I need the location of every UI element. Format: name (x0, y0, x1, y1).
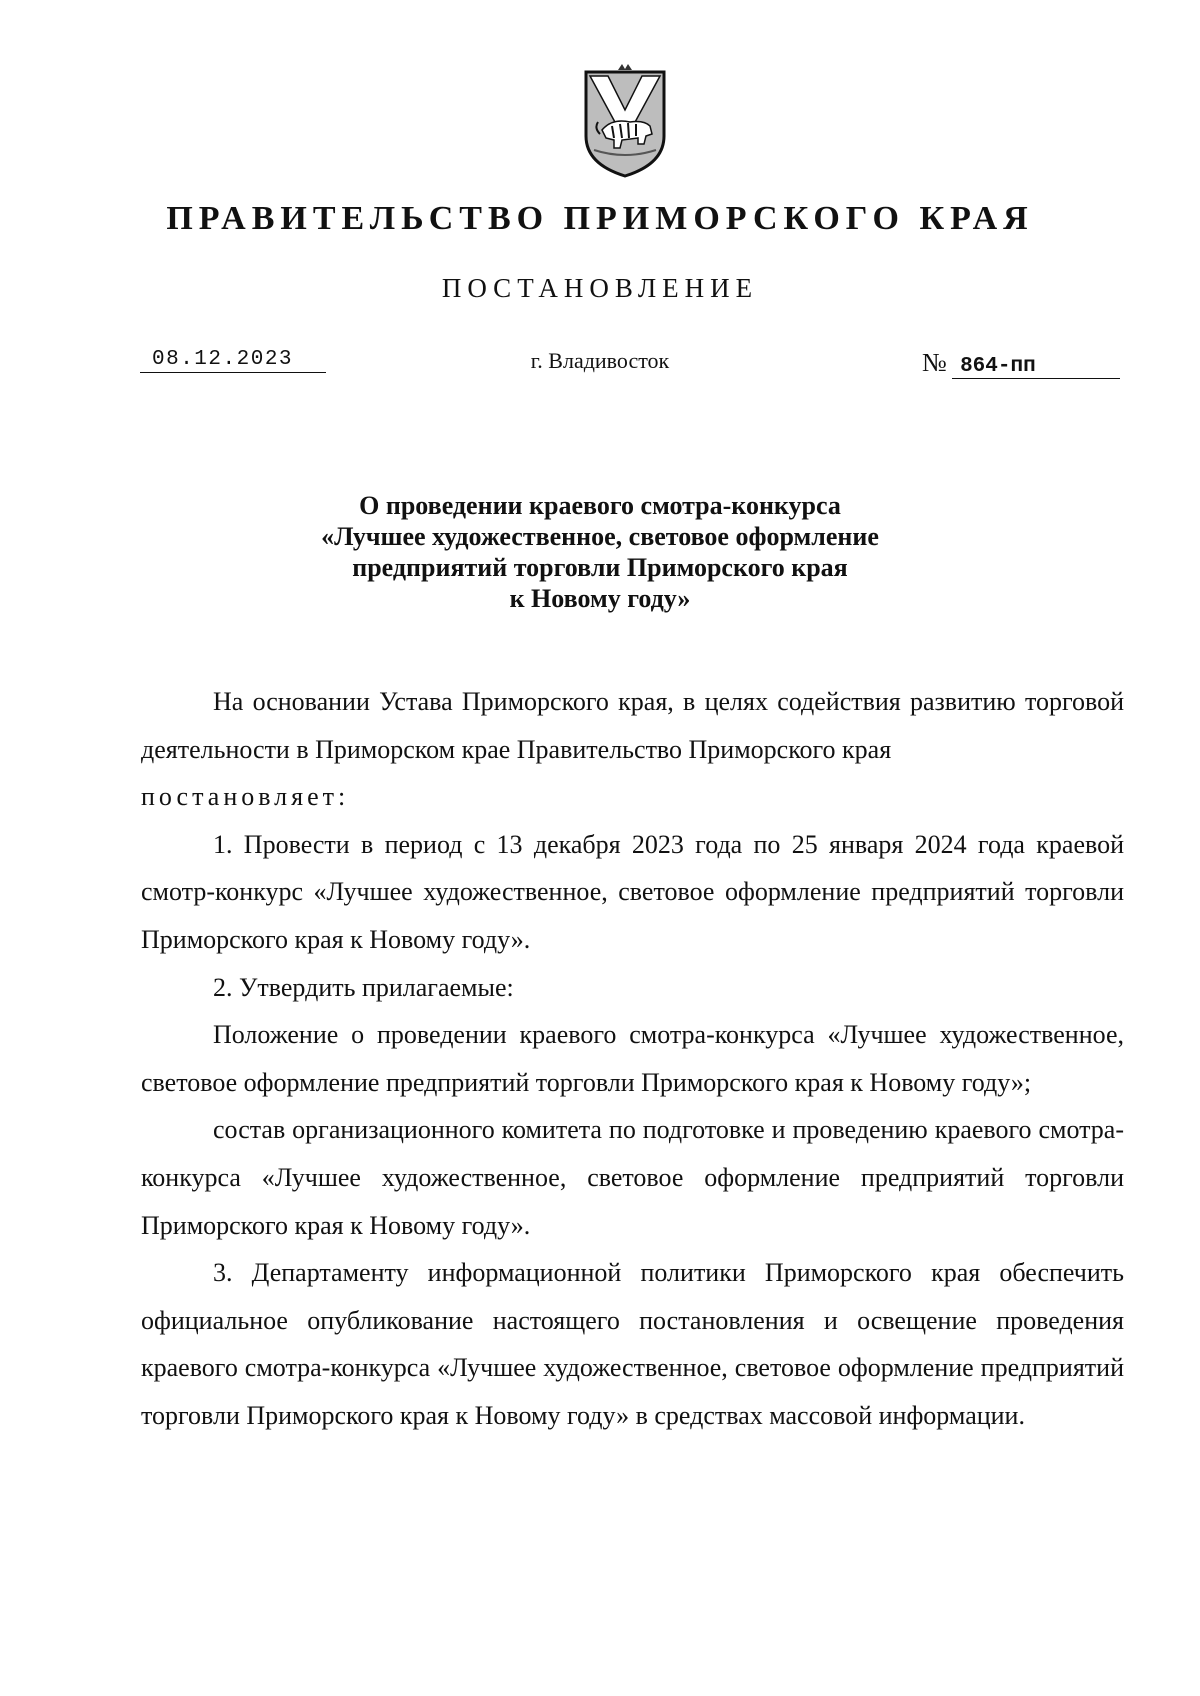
document-title (0, 490, 1200, 614)
title-line: «Лучшее художественное, световое оформление (321, 522, 879, 551)
number-sign: № (922, 348, 947, 377)
government-name: ПРАВИТЕЛЬСТВО ПРИМОРСКОГО КРАЯ (166, 200, 1034, 237)
item-2a-paragraph: Положение о проведении краевого смотра-конкурса «Лучшее художественное, световое оформление предприятий торговли Приморского края к Новому году»; (141, 1020, 1124, 1097)
resolves-word: постановляет: (141, 782, 350, 812)
number-value: 864-пп (952, 355, 1120, 379)
decree-city: г. Владивосток (530, 348, 670, 373)
title-line: О проведении краевого смотра-конкурса (359, 491, 841, 520)
title-line: к Новому году» (509, 584, 691, 613)
decree-date: 08.12.2023 (140, 348, 326, 373)
title-line: предприятий торговли Приморского края (352, 553, 848, 582)
preamble-paragraph: На основании Устава Приморского края, в целях содействия развитию торговой деятельности в Приморском крае Правительство Приморского края (141, 687, 1124, 764)
item-2-paragraph: 2. Утвердить прилагаемые: (213, 972, 514, 1002)
document-type: ПОСТАНОВЛЕНИЕ (441, 273, 759, 303)
item-3-paragraph: 3. Департаменту информационной политики Приморского края обеспечить официальное опубликование настоящего постановления и освещение проведения краевого смотра-конкурса «Лучшее художественное, световое оформление предприятий торговли Приморского края к Новому году» в средствах массовой информации. (141, 1258, 1124, 1430)
item-1-paragraph: 1. Провести в период с 13 декабря 2023 года по 25 января 2024 года краевой смотр-конкурс «Лучшее художественное, световое оформление предприятий торговли Приморского края к Новому году». (141, 829, 1124, 954)
decree-number (922, 348, 1122, 379)
document-body (141, 678, 1124, 1440)
coat-of-arms-icon (578, 64, 672, 178)
item-2b-paragraph: состав организационного комитета по подготовке и проведению краевого смотра-конкурса «Лучшее художественное, световое оформление предприятий торговли Приморского края к Новому году». (141, 1115, 1124, 1240)
